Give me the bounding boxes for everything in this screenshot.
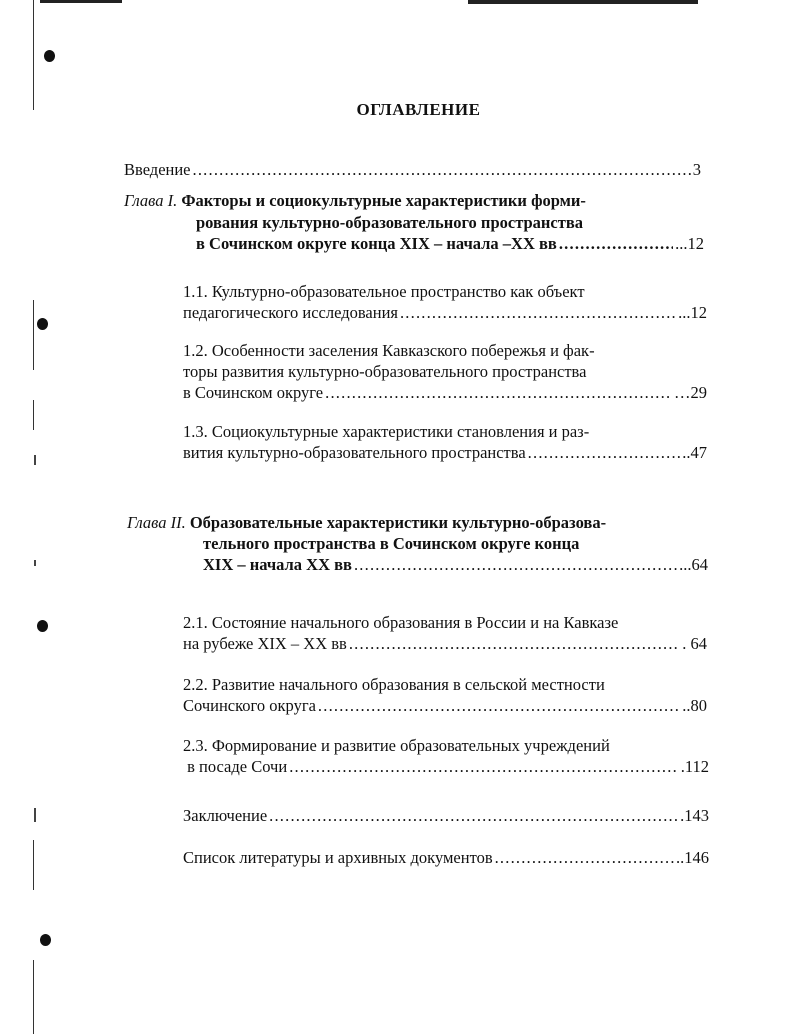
toc-page-number: ...12 — [678, 303, 707, 322]
dot-leader — [318, 696, 680, 716]
chapter-heading-line — [127, 513, 606, 533]
toc-page-number: ...12 — [675, 234, 704, 253]
chapter-prefix: Глава I. — [124, 191, 178, 210]
toc-entry-label: Введение — [124, 160, 191, 179]
toc-entry-bibliography — [183, 848, 709, 868]
toc-entry-label: вития культурно-образовательного пространства — [183, 443, 526, 462]
toc-entry-label: педагогического исследования — [183, 303, 398, 322]
scan-speck — [34, 808, 36, 822]
dot-leader — [559, 234, 673, 254]
toc-entry-label: в Сочинском округе конца XIX – начала –XX вв — [196, 234, 557, 253]
scan-margin-line — [33, 0, 34, 110]
scan-speck — [34, 560, 36, 566]
toc-page-number: ..146 — [676, 848, 709, 867]
toc-page-number: ..80 — [682, 696, 707, 715]
toc-entry-section-2-2 — [183, 696, 707, 716]
toc-page-number: .112 — [680, 757, 709, 776]
toc-entry-chapter-1 — [196, 234, 704, 254]
scan-margin-line — [33, 840, 34, 890]
dot-leader — [269, 806, 678, 826]
section-text-line: 2.3. Формирование и развитие образовательных учреждений — [183, 736, 610, 755]
dot-leader — [495, 848, 674, 868]
toc-entry-label: на рубеже XIX – XX вв — [183, 634, 347, 653]
toc-entry-label: Сочинского округа — [183, 696, 316, 715]
toc-page-number: ...64 — [679, 555, 708, 574]
toc-entry-conclusion — [183, 806, 709, 826]
dot-leader — [349, 634, 680, 654]
punch-hole-mark — [37, 318, 48, 330]
chapter-title-text: Факторы и социокультурные характеристики форми- — [181, 191, 586, 210]
scan-speck — [34, 455, 36, 465]
page-title: ОГЛАВЛЕНИЕ — [356, 100, 481, 119]
toc-page-number: .143 — [680, 806, 709, 825]
punch-hole-mark — [37, 620, 48, 632]
chapter-title-text: тельного пространства в Сочинском округе конца — [203, 534, 580, 553]
chapter-heading-line — [124, 191, 586, 211]
toc-entry-section-1-2 — [183, 383, 707, 403]
toc-entry-label: в посаде Сочи — [183, 757, 288, 776]
toc-page-number: . 64 — [682, 634, 707, 653]
toc-entry-section-2-3 — [183, 757, 709, 777]
toc-entry-intro — [124, 160, 701, 180]
dot-leader — [400, 303, 676, 323]
toc-entry-section-2-1 — [183, 634, 707, 654]
dot-leader — [528, 443, 681, 463]
dot-leader — [325, 383, 672, 403]
toc-entry-label: Заключение — [183, 806, 268, 825]
scan-edge-top-left — [40, 0, 122, 3]
section-text-line: 2.1. Состояние начального образования в России и на Кавказе — [183, 613, 619, 632]
chapter-title-text: Образовательные характеристики культурно-образова- — [189, 513, 607, 532]
chapter-title-text: рования культурно-образовательного пространства — [196, 213, 584, 232]
toc-entry-chapter-2 — [203, 555, 708, 575]
toc-entry-label: в Сочинском округе — [183, 383, 324, 402]
dot-leader — [193, 160, 691, 180]
toc-entry-section-1-3 — [183, 443, 707, 463]
chapter-prefix: Глава II. — [127, 513, 186, 532]
section-text-line: 1.2. Особенности заселения Кавказского побережья и фак- — [183, 341, 595, 360]
section-text-line: 1.3. Социокультурные характеристики становления и раз- — [183, 422, 590, 441]
punch-hole-mark — [44, 50, 55, 62]
section-text-line: торы развития культурно-образовательного пространства — [183, 362, 587, 381]
toc-entry-label: Список литературы и архивных документов — [183, 848, 493, 867]
section-text-line: 2.2. Развитие начального образования в сельской местности — [183, 675, 605, 694]
toc-page-number: 3 — [692, 160, 701, 179]
toc-entry-label: XIX – начала XX вв — [203, 555, 352, 574]
toc-entry-section-1-1 — [183, 303, 707, 323]
scan-margin-line — [33, 300, 34, 370]
dot-leader — [354, 555, 677, 575]
scan-edge-top-right — [468, 0, 698, 4]
toc-page-number: …29 — [674, 383, 707, 402]
section-text-line: 1.1. Культурно-образовательное пространство как объект — [183, 282, 585, 301]
scan-margin-line — [33, 960, 34, 1034]
dot-leader — [289, 757, 679, 777]
toc-page-number: ..47 — [682, 443, 707, 462]
punch-hole-mark — [40, 934, 51, 946]
scan-margin-line — [33, 400, 34, 430]
